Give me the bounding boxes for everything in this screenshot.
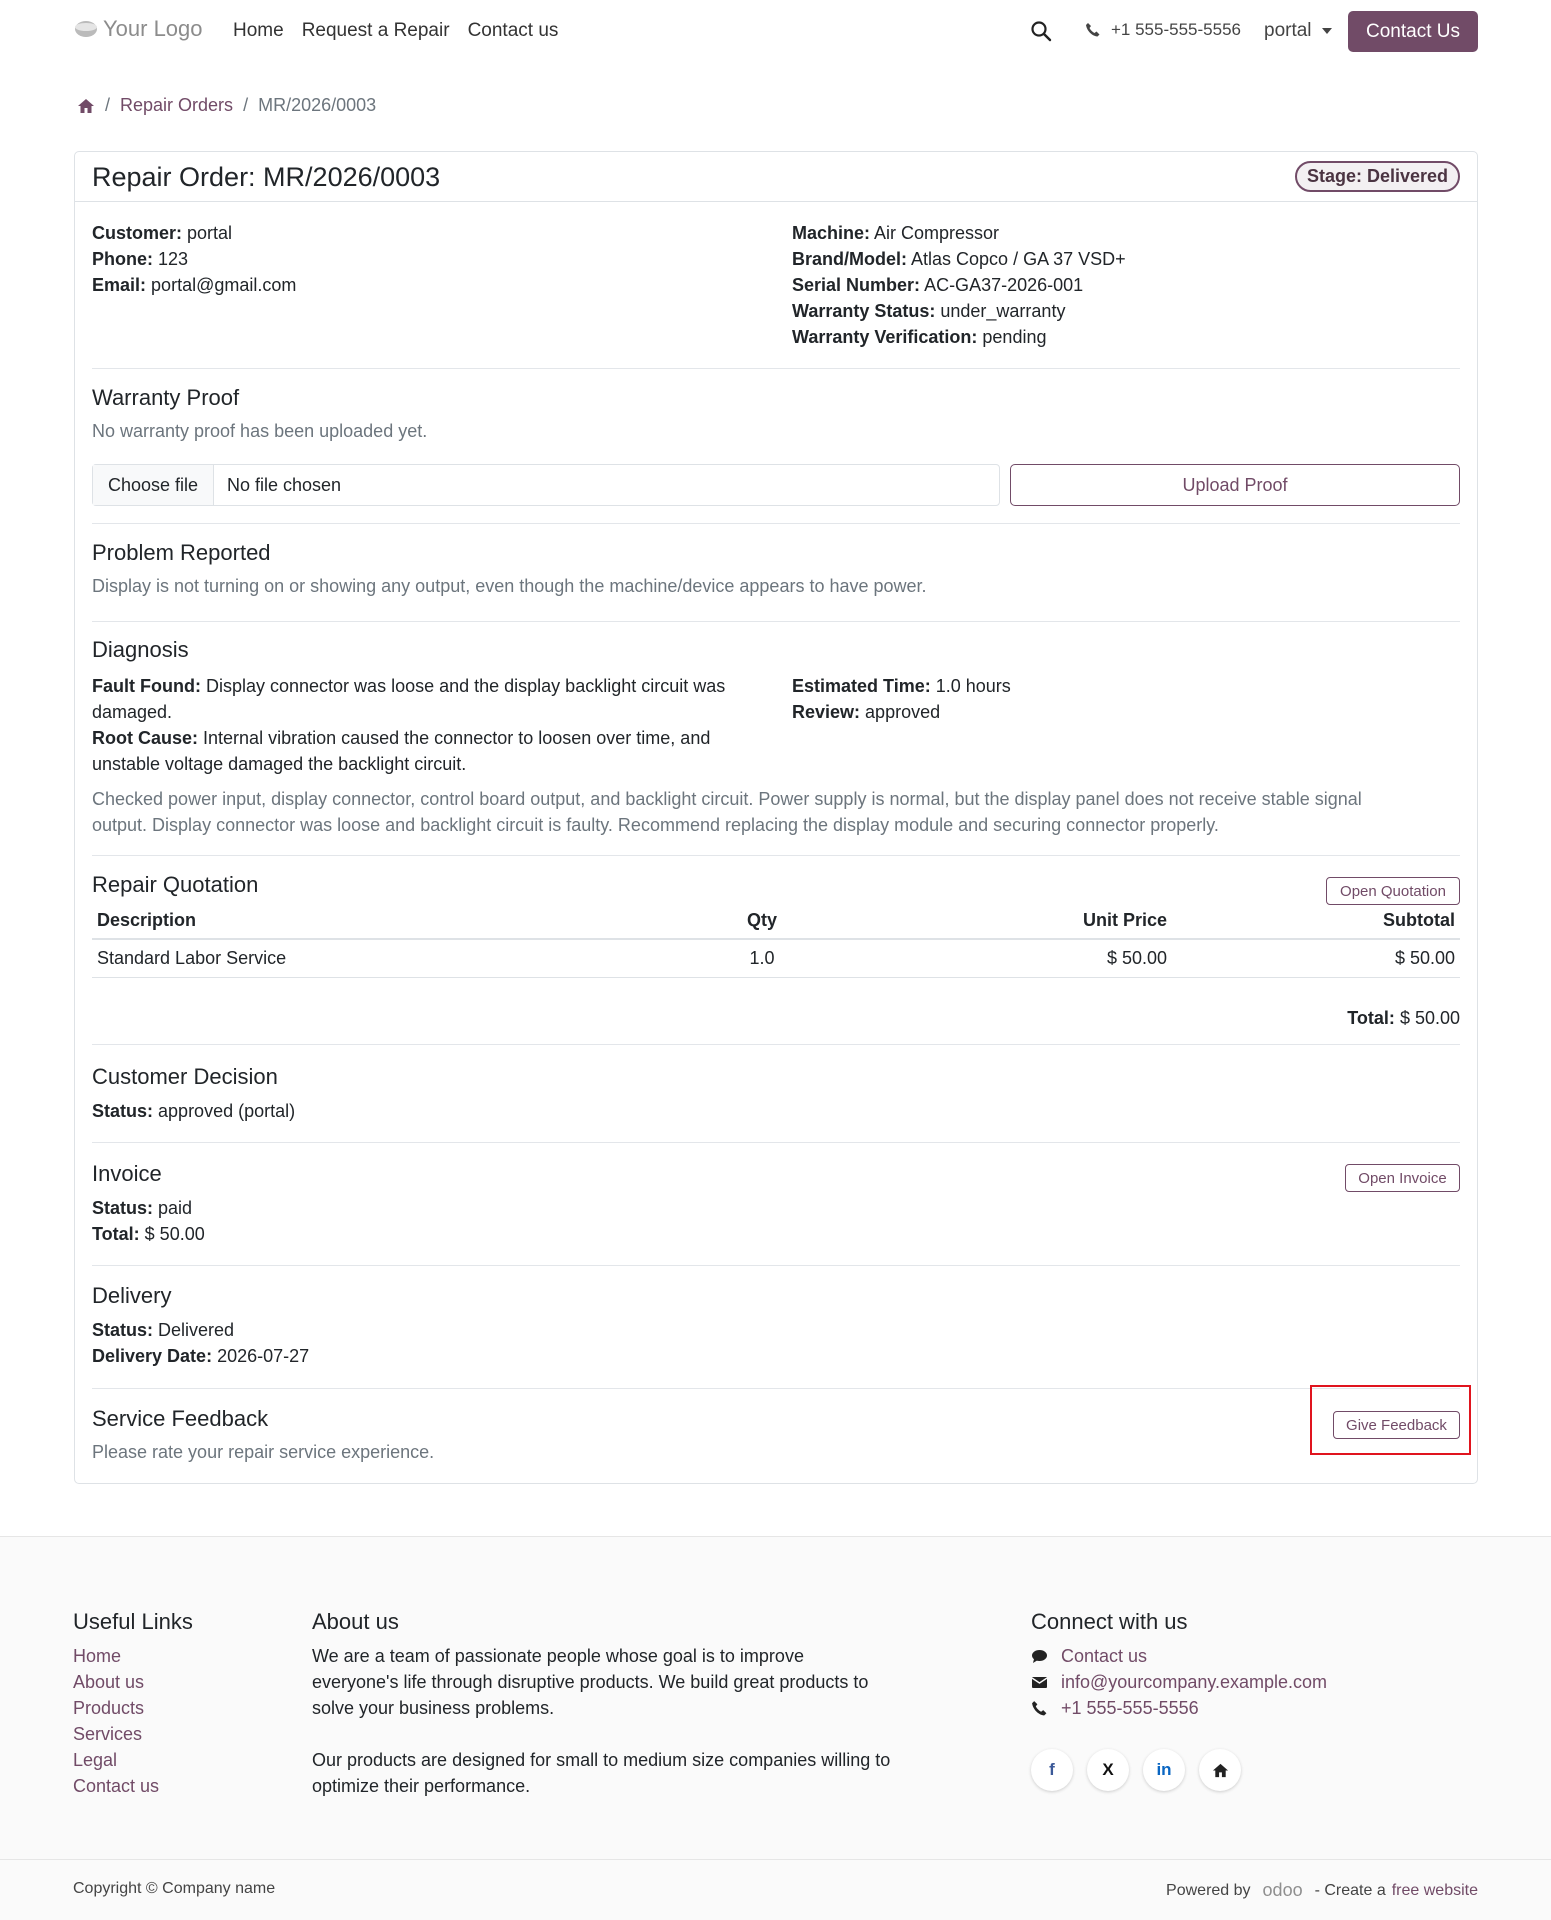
top-navbar xyxy=(0,0,1551,64)
highlight-box xyxy=(1310,1385,1471,1455)
feedback-text: Please rate your repair service experience. xyxy=(92,1442,435,1462)
divider xyxy=(92,368,1460,369)
footer-link-about[interactable]: About us xyxy=(73,1672,145,1692)
quotation-total: Total: $ 50.00 xyxy=(1347,1008,1460,1028)
invoice-total: $ 50.00 xyxy=(144,1224,205,1244)
facebook-icon[interactable]: f xyxy=(1031,1749,1073,1791)
divider xyxy=(92,523,1460,524)
quotation-section xyxy=(92,872,1460,898)
home-icon[interactable] xyxy=(1199,1749,1241,1791)
x-twitter-icon[interactable]: X xyxy=(1087,1749,1129,1791)
delivery-date: 2026-07-27 xyxy=(217,1346,310,1366)
envelope-icon xyxy=(1031,1674,1048,1691)
customer-info: Customer: portal Phone: 123 Email: portal@gmail.com xyxy=(92,223,297,295)
user-name: portal xyxy=(1264,20,1312,41)
page-title: Repair Order: MR/2026/0003 xyxy=(92,162,441,192)
diagnosis-section xyxy=(92,637,1460,663)
divider xyxy=(92,1142,1460,1143)
footer-heading: About us xyxy=(312,1609,399,1634)
divider xyxy=(92,621,1460,622)
about-text: Our products are designed for small to medium size companies willing to optimize their performance. xyxy=(312,1750,891,1796)
divider xyxy=(92,1044,1460,1045)
chevron-down-icon xyxy=(1322,28,1332,34)
customer-phone: 123 xyxy=(158,249,189,269)
section-heading: Invoice xyxy=(92,1161,162,1186)
logo[interactable] xyxy=(73,16,203,42)
logo-icon xyxy=(73,16,99,42)
footer-heading: Connect with us xyxy=(1031,1609,1188,1634)
breadcrumb-current: MR/2026/0003 xyxy=(258,95,377,115)
problem-text: Display is not turning on or showing any output, even though the machine/device appears to have power. xyxy=(92,576,927,596)
nav-home[interactable]: Home xyxy=(233,20,284,41)
brand-model: Atlas Copco / GA 37 VSD+ xyxy=(911,249,1126,269)
customer-name: portal xyxy=(187,223,233,243)
serial-number: AC-GA37-2026-001 xyxy=(924,275,1084,295)
diagnosis-notes: Checked power input, display connector, control board output, and backlight circuit. Power supply is normal, but the display panel does not receive stable signal output. Display connector was loose and backlight circuit is faulty. Recommend replacing the display module and securing connector properly. xyxy=(92,789,1362,835)
footer-link-products[interactable]: Products xyxy=(73,1698,145,1718)
diagnosis-meta: Estimated Time: 1.0 hours Review: approved xyxy=(792,676,1011,722)
warranty-message: No warranty proof has been uploaded yet. xyxy=(92,421,428,441)
divider xyxy=(92,855,1460,856)
delivery-section: Delivery Status: Delivered Delivery Date: 2026-07-27 xyxy=(92,1283,1460,1369)
about-text: We are a team of passionate people whose goal is to improve everyone's life through disruptive products. We build great products to solve your business problems. xyxy=(312,1646,869,1718)
social-links xyxy=(1031,1749,1327,1791)
choose-file-button[interactable]: Choose file xyxy=(93,465,214,505)
section-heading: Warranty Proof xyxy=(92,385,240,410)
user-menu[interactable] xyxy=(1264,20,1332,42)
footer-contact-link[interactable]: Contact us xyxy=(1031,1643,1327,1669)
breadcrumb-separator: / xyxy=(105,95,111,115)
decision-status: approved (portal) xyxy=(158,1101,296,1121)
header-phone-text: +1 555-555-5556 xyxy=(1111,20,1241,39)
main-nav xyxy=(233,20,558,42)
copyright-text: Copyright © Company name xyxy=(73,1880,276,1897)
search-icon[interactable] xyxy=(1030,20,1052,42)
breadcrumb xyxy=(77,95,376,116)
warranty-verification: pending xyxy=(982,327,1047,347)
repair-order-card xyxy=(74,151,1478,1484)
quotation-total-value: $ 50.00 xyxy=(1399,1008,1460,1028)
nav-request-repair[interactable]: Request a Repair xyxy=(301,20,450,41)
phone-icon xyxy=(1085,22,1101,38)
odoo-logo[interactable]: odoo xyxy=(1262,1880,1303,1900)
footer-heading: Useful Links xyxy=(73,1609,193,1634)
line-qty: 1.0 xyxy=(692,939,832,977)
problem-section xyxy=(92,540,1460,597)
contact-us-button[interactable]: Contact Us xyxy=(1348,11,1478,52)
section-heading: Repair Quotation xyxy=(92,872,259,897)
customer-decision-section: Customer Decision Status: approved (portal) xyxy=(92,1064,1460,1124)
section-heading: Diagnosis xyxy=(92,637,189,662)
status-badge: Stage: Delivered xyxy=(1295,161,1460,192)
warranty-status: under_warranty xyxy=(940,301,1066,321)
footer-link-contact[interactable]: Contact us xyxy=(73,1776,160,1796)
give-feedback-button[interactable]: Give Feedback xyxy=(1333,1411,1460,1439)
line-subtotal: $ 50.00 xyxy=(1172,939,1460,977)
copyright-bar xyxy=(0,1859,1551,1920)
divider xyxy=(92,1265,1460,1266)
fault-found: Display connector was loose and the display backlight circuit was xyxy=(205,676,726,696)
root-cause: Internal vibration caused the connector to loosen over time, and xyxy=(203,728,711,748)
nav-contact-us[interactable]: Contact us xyxy=(467,20,559,41)
about-us xyxy=(312,1609,892,1799)
machine-info: Machine: Air Compressor Brand/Model: Atlas Copco / GA 37 VSD+ Serial Number: AC-GA37-2026-001 Warranty Status: under_warranty Warranty Verification: pending xyxy=(792,223,1126,347)
line-unit-price: $ 50.00 xyxy=(832,939,1172,977)
linkedin-icon[interactable]: in xyxy=(1143,1749,1185,1791)
customer-email: portal@gmail.com xyxy=(151,275,297,295)
footer-link-legal[interactable]: Legal xyxy=(73,1750,118,1770)
file-name: No file chosen xyxy=(227,474,342,495)
free-website-link[interactable]: free website xyxy=(1391,1881,1478,1899)
chat-icon xyxy=(1031,1648,1048,1665)
section-heading: Service Feedback xyxy=(92,1406,269,1431)
open-invoice-button[interactable]: Open Invoice xyxy=(1345,1164,1460,1192)
breadcrumb-repair-orders[interactable]: Repair Orders xyxy=(120,95,234,115)
invoice-section: Invoice Status: paid Total: $ 50.00 xyxy=(92,1161,1460,1247)
machine-name: Air Compressor xyxy=(874,223,1000,243)
powered-by: Powered by odoo - Create a free website xyxy=(1166,1880,1478,1900)
section-heading: Customer Decision xyxy=(92,1064,278,1089)
review-status: approved xyxy=(865,702,941,722)
line-description: Standard Labor Service xyxy=(92,939,692,977)
section-heading: Problem Reported xyxy=(92,540,271,565)
open-quotation-button[interactable]: Open Quotation xyxy=(1326,877,1460,905)
section-heading: Delivery xyxy=(92,1283,172,1308)
phone-icon xyxy=(1031,1700,1048,1717)
connect-with-us xyxy=(1031,1609,1327,1791)
table-header-row: Description Qty Unit Price Subtotal xyxy=(92,902,1460,939)
estimated-time: 1.0 hours xyxy=(935,676,1011,696)
upload-proof-button[interactable]: Upload Proof xyxy=(1010,464,1460,506)
home-icon[interactable] xyxy=(77,97,95,115)
breadcrumb-separator: / xyxy=(243,95,249,115)
invoice-status: paid xyxy=(158,1198,193,1218)
header-phone-link[interactable] xyxy=(1085,20,1241,40)
footer-link-services[interactable]: Services xyxy=(73,1724,143,1744)
footer-email-link[interactable]: info@yourcompany.example.com xyxy=(1031,1669,1327,1695)
file-input[interactable] xyxy=(92,464,1000,506)
footer-phone-link[interactable]: +1 555-555-5556 xyxy=(1031,1695,1327,1721)
logo-text: Your Logo xyxy=(103,16,203,41)
useful-links xyxy=(73,1609,193,1799)
delivery-status: Delivered xyxy=(158,1320,235,1340)
card-header xyxy=(75,152,1477,202)
footer-link-home[interactable]: Home xyxy=(73,1646,122,1666)
table-row xyxy=(92,939,1460,977)
diagnosis-fault: Fault Found: Display connector was loose and the display backlight circuit was damaged. Root Cause: Internal vibration caused the connector to loosen over time, and unstable voltage damaged the backlight circuit. xyxy=(92,676,726,774)
warranty-proof-section xyxy=(92,385,1460,442)
feedback-section xyxy=(92,1406,1460,1463)
quotation-table xyxy=(92,902,1460,978)
divider xyxy=(92,1388,1460,1389)
